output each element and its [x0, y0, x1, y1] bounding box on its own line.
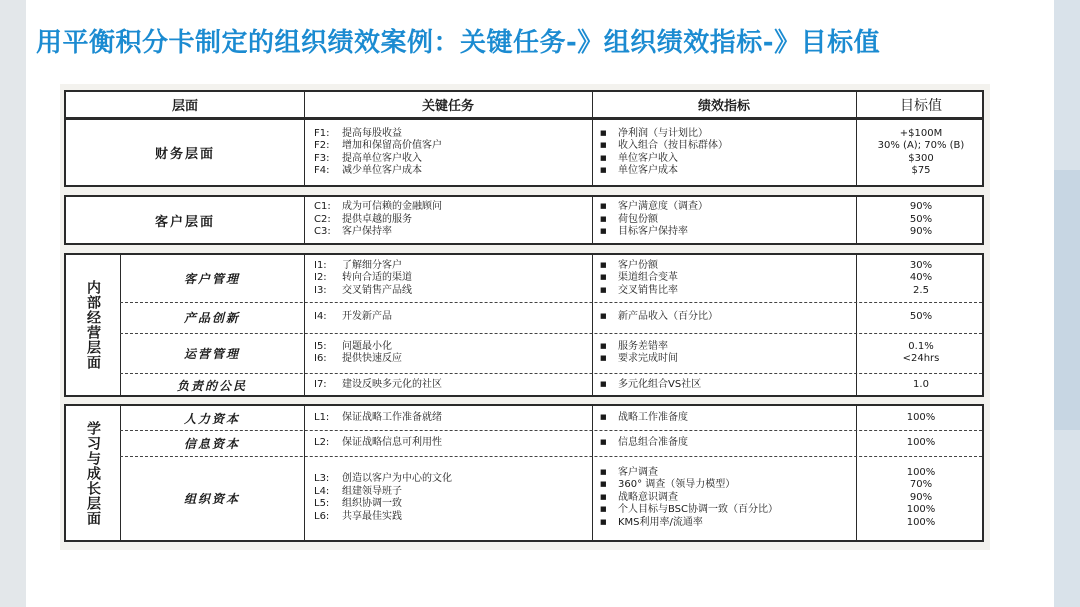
task-item — [314, 153, 592, 166]
task-code: F2: — [314, 140, 330, 151]
bullet-icon — [600, 272, 618, 285]
kpi-item — [600, 140, 856, 153]
kpi-text: 净利润（与计划比） — [618, 127, 708, 139]
learning-row-tasks — [304, 456, 592, 540]
internal-row-targets — [856, 333, 986, 373]
target-value: 100% — [906, 516, 936, 528]
right-accent-bar — [1054, 170, 1080, 430]
bullet-icon — [600, 517, 618, 530]
task-text: 增加和保留高价值客户 — [342, 140, 442, 151]
task-code: L3: — [314, 473, 330, 484]
kpi-text: 多元化组合VS社区 — [618, 378, 702, 390]
kpi-item — [600, 272, 856, 285]
learning-row-kpis — [592, 456, 856, 540]
target-value: 1.0 — [913, 378, 929, 390]
task-code: L1: — [314, 411, 330, 423]
bullet-icon — [600, 128, 618, 141]
internal-row-tasks — [304, 255, 592, 302]
bullet-icon — [600, 226, 618, 239]
kpi-text: 客户份额 — [618, 259, 658, 271]
target-value: 30% (A); 70% (B) — [877, 140, 965, 151]
header-row — [64, 90, 984, 119]
internal-row-targets — [856, 302, 986, 333]
kpi-item — [600, 492, 856, 505]
kpi-text: 战略工作准备度 — [618, 411, 688, 423]
internal-row-targets — [856, 373, 986, 397]
task-item — [314, 437, 592, 450]
kpi-item — [600, 412, 856, 425]
task-item — [314, 140, 592, 153]
learning-section — [64, 404, 984, 542]
task-text: 减少单位客户成本 — [342, 165, 422, 176]
task-text: 交叉销售产品线 — [342, 284, 412, 296]
finance-kpis — [592, 120, 856, 185]
learning-row-targets — [856, 406, 986, 430]
kpi-text: 渠道组合变革 — [618, 272, 678, 284]
internal-row-name: 负责的公民 — [176, 378, 247, 393]
bullet-icon — [600, 285, 618, 298]
task-code: I6: — [314, 353, 327, 364]
task-code: I2: — [314, 272, 327, 284]
task-item — [314, 260, 592, 273]
finance-targets — [856, 120, 986, 185]
task-code: F3: — [314, 152, 330, 164]
learning-row-tasks — [304, 406, 592, 430]
bullet-icon — [600, 479, 618, 492]
task-text: 提供快速反应 — [342, 353, 402, 364]
task-item — [314, 498, 592, 511]
kpi-item — [600, 311, 856, 324]
internal-label: 内部经营层面 — [85, 280, 101, 370]
target-value: +$100M — [899, 127, 943, 139]
target-value: 50% — [909, 213, 933, 225]
task-text: 提高单位客户收入 — [342, 152, 422, 164]
learning-label: 学习与成长层面 — [85, 420, 101, 526]
learning-row-name: 组织资本 — [183, 491, 240, 506]
bullet-icon — [600, 379, 618, 392]
target-value: 40% — [909, 272, 933, 284]
learning-row-targets — [856, 430, 986, 456]
finance-label: 财务层面 — [154, 147, 215, 162]
target-value: 50% — [909, 311, 933, 323]
task-item — [314, 285, 592, 298]
target-value: 100% — [906, 466, 936, 478]
internal-row-tasks — [304, 302, 592, 333]
task-code: I3: — [314, 284, 327, 296]
kpi-item — [600, 353, 856, 366]
header-kpi: 绩效指标 — [697, 99, 750, 114]
internal-row-kpis — [592, 333, 856, 373]
learning-row-tasks — [304, 430, 592, 456]
task-text: 保证战略信息可利用性 — [342, 436, 442, 448]
slide — [26, 0, 1054, 607]
task-text: 提高每股收益 — [342, 127, 402, 139]
task-code: L6: — [314, 510, 330, 522]
task-code: F1: — [314, 127, 330, 139]
internal-row-kpis — [592, 373, 856, 397]
task-text: 提供卓越的服务 — [342, 213, 412, 225]
target-value: $300 — [908, 152, 934, 164]
bullet-icon — [600, 467, 618, 480]
kpi-text: KMS利用率/流通率 — [618, 516, 703, 528]
internal-row-name: 运营管理 — [183, 346, 240, 361]
kpi-item — [600, 504, 856, 517]
target-value: 90% — [909, 226, 933, 238]
bullet-icon — [600, 504, 618, 517]
target-value: <24hrs — [902, 353, 940, 364]
internal-row-kpis — [592, 255, 856, 302]
bullet-icon — [600, 353, 618, 366]
customer-section — [64, 195, 984, 245]
slide-title: 用平衡积分卡制定的组织绩效案例：关键任务-》组织绩效指标-》目标值 — [36, 28, 881, 58]
kpi-item — [600, 226, 856, 239]
bullet-icon — [600, 140, 618, 153]
task-code: I1: — [314, 259, 327, 271]
task-item — [314, 165, 592, 178]
kpi-item — [600, 467, 856, 480]
task-item — [314, 341, 592, 354]
target-value: 30% — [909, 259, 933, 271]
kpi-text: 新产品收入（百分比） — [618, 311, 718, 323]
bullet-icon — [600, 311, 618, 324]
target-value: 0.1% — [908, 340, 934, 352]
task-item — [314, 201, 592, 214]
task-code: L2: — [314, 436, 330, 448]
learning-row-targets — [856, 456, 986, 540]
kpi-text: 信息组合准备度 — [618, 436, 688, 448]
task-code: C2: — [314, 213, 331, 225]
bullet-icon — [600, 412, 618, 425]
kpi-item — [600, 260, 856, 273]
bullet-icon — [600, 341, 618, 354]
bullet-icon — [600, 214, 618, 227]
kpi-text: 360° 调查（领导力模型） — [618, 479, 736, 491]
task-item — [314, 511, 592, 524]
kpi-text: 收入组合（按目标群体） — [618, 140, 728, 151]
task-code: I7: — [314, 378, 327, 390]
kpi-text: 荷包份额 — [618, 213, 658, 225]
target-value: 90% — [909, 201, 933, 213]
task-item — [314, 128, 592, 141]
kpi-text: 服务差错率 — [618, 340, 668, 352]
kpi-text: 战略意识调查 — [618, 491, 678, 503]
internal-section — [64, 253, 984, 397]
left-frame-bar — [0, 0, 26, 607]
target-value: $75 — [911, 165, 931, 176]
kpi-item — [600, 128, 856, 141]
task-item — [314, 486, 592, 499]
task-text: 建设反映多元化的社区 — [342, 378, 442, 390]
scorecard-scan — [60, 84, 990, 550]
kpi-item — [600, 517, 856, 530]
task-text: 了解细分客户 — [342, 259, 402, 271]
task-text: 问题最小化 — [342, 340, 392, 352]
bullet-icon — [600, 201, 618, 214]
task-item — [314, 379, 592, 392]
customer-tasks — [304, 197, 592, 243]
kpi-text: 客户调查 — [618, 466, 658, 478]
target-value: 2.5 — [913, 284, 929, 296]
kpi-item — [600, 214, 856, 227]
kpi-item — [600, 379, 856, 392]
finance-section — [64, 118, 984, 187]
kpi-text: 客户满意度（调查） — [618, 201, 708, 213]
task-text: 创造以客户为中心的文化 — [342, 473, 452, 484]
kpi-item — [600, 165, 856, 178]
learning-row-kpis — [592, 406, 856, 430]
kpi-item — [600, 437, 856, 450]
task-item — [314, 473, 592, 486]
header-tasks: 关键任务 — [421, 99, 474, 114]
bullet-icon — [600, 260, 618, 273]
task-code: L5: — [314, 498, 330, 509]
task-text: 组建领导班子 — [342, 485, 402, 497]
kpi-text: 单位客户成本 — [618, 165, 678, 176]
kpi-item — [600, 285, 856, 298]
learning-row-kpis — [592, 430, 856, 456]
internal-row-name: 客户管理 — [183, 272, 240, 286]
target-value: 100% — [906, 436, 936, 448]
bullet-icon — [600, 492, 618, 505]
task-item — [314, 353, 592, 366]
customer-targets — [856, 197, 986, 243]
bullet-icon — [600, 165, 618, 178]
internal-row-targets — [856, 255, 986, 302]
customer-kpis — [592, 197, 856, 243]
task-text: 组织协调一致 — [342, 498, 402, 509]
bullet-icon — [600, 153, 618, 166]
kpi-item — [600, 341, 856, 354]
kpi-item — [600, 201, 856, 214]
task-code: I4: — [314, 311, 327, 323]
finance-tasks — [304, 120, 592, 185]
target-value: 90% — [909, 491, 933, 503]
customer-label: 客户层面 — [154, 214, 215, 230]
task-text: 开发新产品 — [342, 311, 392, 323]
internal-row-name: 产品创新 — [183, 311, 240, 325]
task-text: 保证战略工作准备就绪 — [342, 411, 442, 423]
kpi-item — [600, 479, 856, 492]
kpi-item — [600, 153, 856, 166]
task-code: C1: — [314, 201, 331, 213]
task-text: 成为可信赖的金融顾问 — [342, 201, 442, 213]
task-code: I5: — [314, 340, 327, 352]
internal-row-tasks — [304, 373, 592, 397]
task-item — [314, 412, 592, 425]
task-text: 共享最佳实践 — [342, 510, 402, 522]
kpi-text: 交叉销售比率 — [618, 284, 678, 296]
task-item — [314, 214, 592, 227]
task-item — [314, 272, 592, 285]
task-code: F4: — [314, 165, 330, 176]
learning-row-name: 人力资本 — [183, 411, 240, 426]
task-item — [314, 311, 592, 324]
target-value: 70% — [909, 479, 933, 491]
target-value: 100% — [906, 411, 936, 423]
internal-row-tasks — [304, 333, 592, 373]
task-text: 转向合适的渠道 — [342, 272, 412, 284]
kpi-text: 要求完成时间 — [618, 353, 678, 364]
bullet-icon — [600, 437, 618, 450]
learning-row-name: 信息资本 — [183, 436, 240, 451]
kpi-text: 目标客户保持率 — [618, 226, 688, 238]
task-code: C3: — [314, 226, 331, 238]
internal-row-kpis — [592, 302, 856, 333]
kpi-text: 单位客户收入 — [618, 152, 678, 164]
kpi-text: 个人目标与BSC协调一致（百分比） — [618, 504, 779, 516]
task-code: L4: — [314, 485, 330, 497]
header-level: 层面 — [171, 99, 198, 114]
header-target: 目标值 — [900, 97, 942, 114]
task-item — [314, 226, 592, 239]
task-text: 客户保持率 — [342, 226, 392, 238]
target-value: 100% — [906, 504, 936, 516]
